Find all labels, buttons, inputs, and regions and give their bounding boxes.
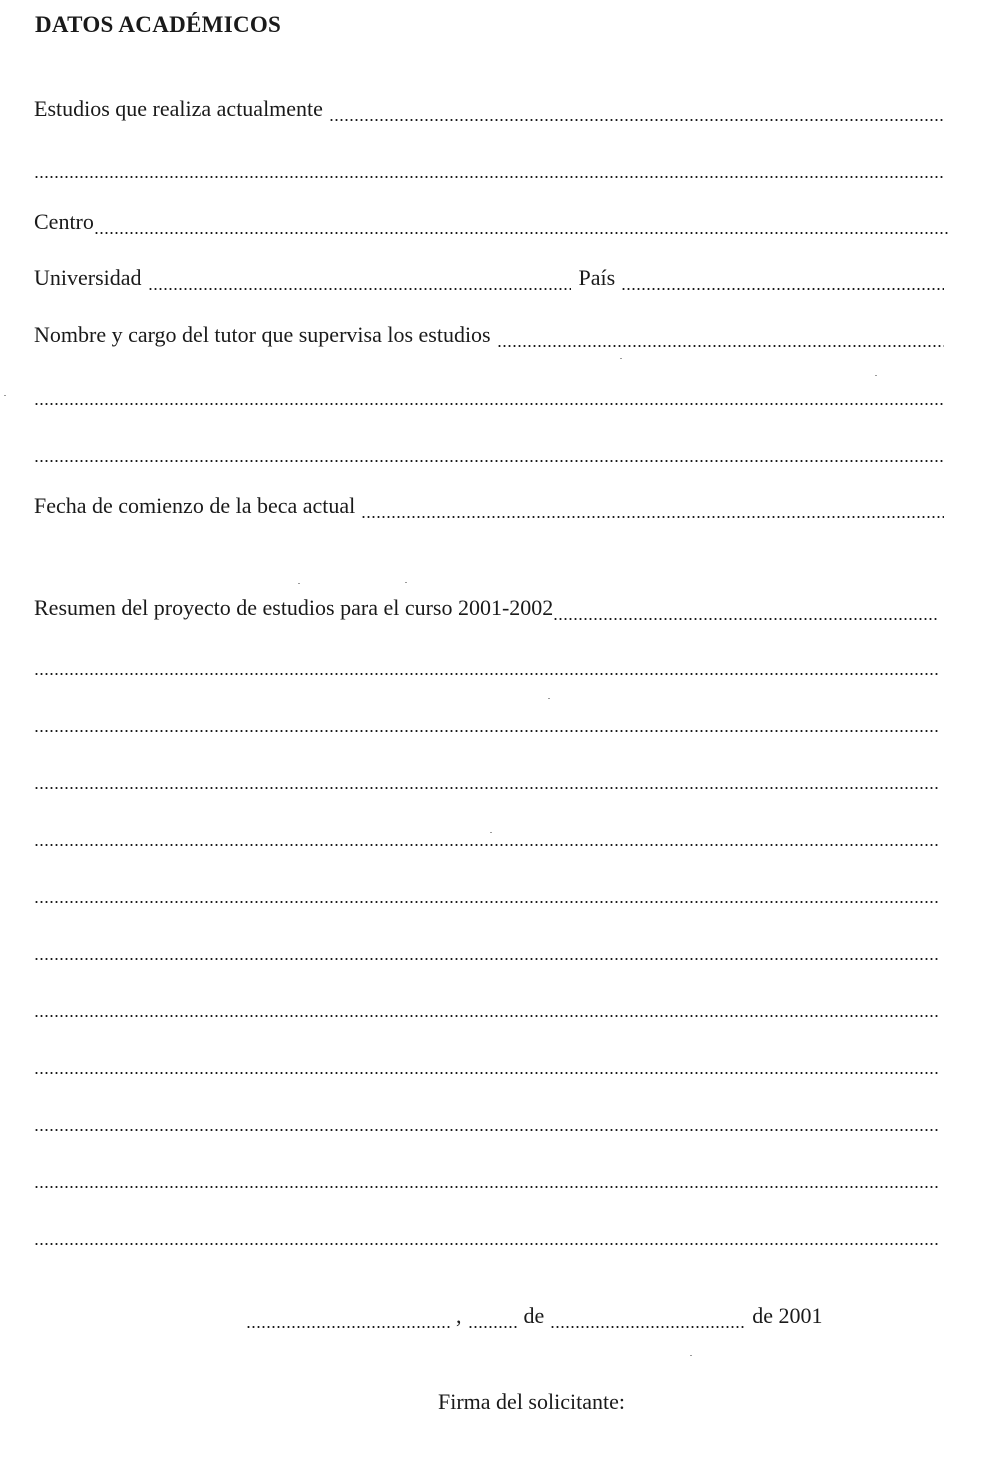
fecha-beca-row [34, 493, 944, 523]
tutor-fill-line-2[interactable] [34, 402, 944, 406]
date-de-label: de [523, 1303, 545, 1328]
centro-row [34, 209, 948, 239]
tutor-continuation-row-1 [34, 380, 944, 410]
signature-label: Firma del solicitante: [438, 1389, 625, 1414]
universidad-label: Universidad [34, 265, 142, 290]
tutor-label: Nombre y cargo del tutor que supervisa los estudios [34, 322, 491, 347]
resumen-fill-line-6[interactable] [34, 957, 940, 961]
resumen-fill-line-2[interactable] [34, 729, 940, 733]
resumen-fill-line[interactable] [553, 617, 939, 621]
tutor-continuation-row-2 [34, 437, 944, 467]
signature-area[interactable] [438, 1420, 838, 1470]
scan-speck [875, 375, 877, 376]
resumen-line-11 [34, 1220, 940, 1250]
section-title: DATOS ACADÉMICOS [35, 12, 282, 37]
centro-fill-line[interactable] [94, 231, 948, 235]
resumen-line-6 [34, 935, 940, 965]
centro-label: Centro [34, 209, 94, 234]
scan-speck [548, 698, 550, 699]
estudios-fill-line-2[interactable] [34, 175, 944, 179]
scan-speck [298, 583, 300, 584]
resumen-row [34, 595, 939, 625]
resumen-line-2 [34, 707, 940, 737]
resumen-fill-line-5[interactable] [34, 900, 940, 904]
resumen-fill-line-11[interactable] [34, 1242, 940, 1246]
date-year-label: de 2001 [752, 1303, 823, 1328]
tutor-fill-line-3[interactable] [34, 459, 944, 463]
scan-speck [4, 395, 6, 396]
estudios-fill-line[interactable] [329, 118, 944, 122]
day-fill-line[interactable] [468, 1325, 518, 1329]
resumen-fill-line-7[interactable] [34, 1014, 940, 1018]
place-date-row [246, 1303, 856, 1333]
resumen-label: Resumen del proyecto de estudios para el curso 2001-2002 [34, 595, 554, 620]
resumen-fill-line-9[interactable] [34, 1128, 940, 1132]
resumen-line-7 [34, 992, 940, 1022]
place-fill-line[interactable] [246, 1325, 452, 1329]
resumen-line-5 [34, 878, 940, 908]
resumen-fill-line-1[interactable] [34, 672, 940, 676]
scan-speck [490, 832, 492, 833]
scan-speck [690, 1355, 692, 1356]
scan-speck [405, 582, 407, 583]
month-fill-line[interactable] [550, 1325, 746, 1329]
pais-label: País [578, 265, 616, 290]
tutor-fill-line[interactable] [497, 344, 944, 348]
fecha-beca-fill-line[interactable] [361, 515, 944, 519]
universidad-fill-line[interactable] [148, 287, 571, 291]
resumen-fill-line-3[interactable] [34, 786, 940, 790]
scan-speck [620, 358, 622, 359]
tutor-row [34, 322, 944, 352]
resumen-line-8 [34, 1049, 940, 1079]
fecha-beca-label: Fecha de comienzo de la beca actual [34, 493, 356, 518]
resumen-line-9 [34, 1106, 940, 1136]
pais-fill-line[interactable] [621, 287, 944, 291]
resumen-fill-line-10[interactable] [34, 1185, 940, 1189]
resumen-fill-line-4[interactable] [34, 843, 940, 847]
resumen-line-10 [34, 1163, 940, 1193]
resumen-line-3 [34, 764, 940, 794]
resumen-line-1 [34, 650, 940, 680]
estudios-continuation-row [34, 153, 944, 183]
resumen-line-4 [34, 821, 940, 851]
estudios-row [34, 96, 944, 126]
universidad-pais-row [34, 265, 944, 295]
estudios-label: Estudios que realiza actualmente [34, 96, 323, 121]
date-comma: , [456, 1303, 462, 1328]
resumen-fill-line-8[interactable] [34, 1071, 940, 1075]
